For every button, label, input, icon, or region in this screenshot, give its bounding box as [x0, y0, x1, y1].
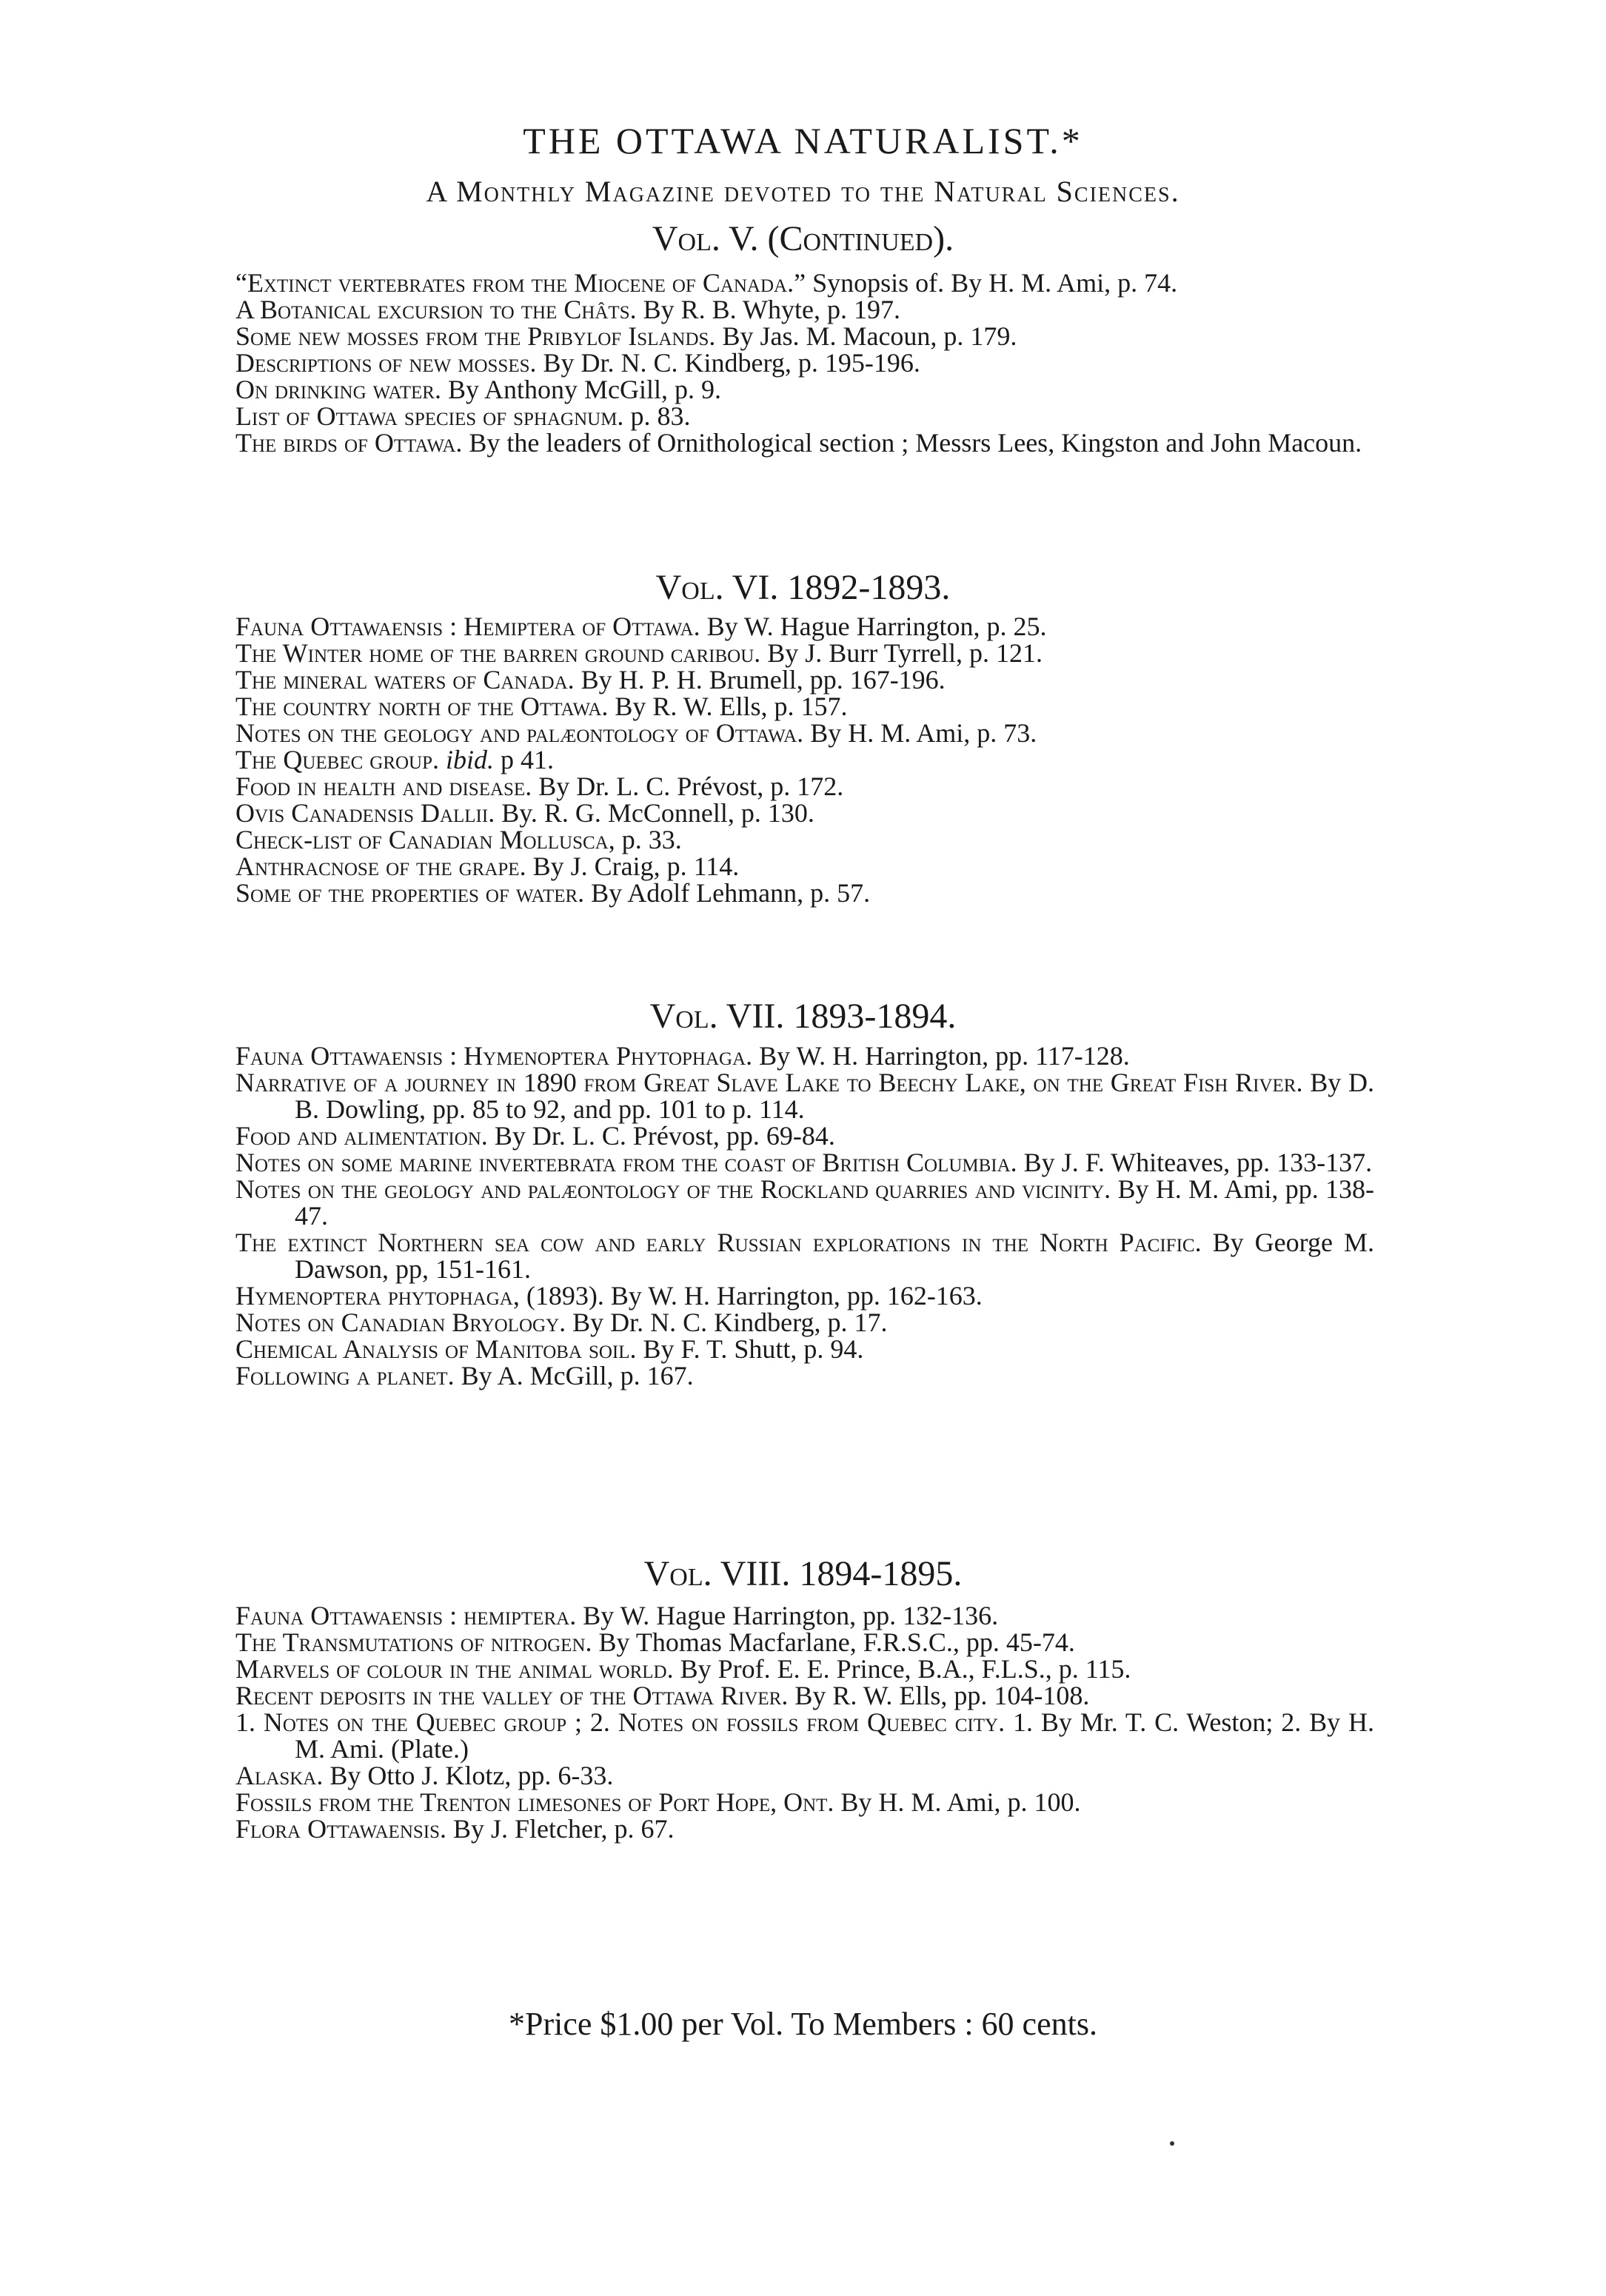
volume-entries [235, 270, 1374, 456]
entry-details: By Dr. N. C. Kindberg, p. 17. [566, 1308, 888, 1337]
entry-details: By D. B. Dowling, pp. 85 to 92, and pp. 101 to p. 114. [295, 1068, 1374, 1124]
entry-title: The birds of Ottawa. [235, 428, 463, 458]
entry-details: By W. Hague Harrington, pp. 132-136. [576, 1601, 999, 1630]
entry-details: By H. M. Ami, p. 73. [803, 718, 1037, 748]
index-entry [235, 666, 1374, 693]
index-entry [235, 1309, 1374, 1336]
index-entry [235, 853, 1374, 880]
entry-title: Notes on some marine invertebrata from the coast of British Columbia. [235, 1148, 1017, 1177]
index-entry [235, 1629, 1374, 1656]
entry-title: “Extinct vertebrates from the Miocene of Canada.” [235, 268, 806, 298]
entry-title: Notes on the geology and palæontology of the Rockland quarries and vicinity. [235, 1174, 1111, 1204]
entry-details: By Dr. L. C. Prévost, p. 172. [532, 772, 844, 801]
entry-details: By Adolf Lehmann, p. 57. [584, 878, 871, 908]
entry-details: By W. H. Harrington, pp. 117-128. [752, 1041, 1130, 1071]
index-entry [235, 746, 1374, 773]
index-entry [235, 403, 1374, 429]
entry-details [439, 745, 446, 774]
entry-title: Fauna Ottawaensis : Hymenoptera Phytophaga. [235, 1041, 753, 1071]
index-entry [235, 1789, 1374, 1815]
entry-title: Hymenoptera phytophaga, (1893). [235, 1281, 604, 1311]
index-entry [235, 693, 1374, 720]
entry-details: By F. T. Shutt, p. 94. [636, 1334, 864, 1364]
index-entry [235, 613, 1374, 640]
index-entry [235, 429, 1374, 456]
index-entry [235, 376, 1374, 403]
entry-title: Flora Ottawaensis. [235, 1814, 447, 1844]
entry-details: By R. W. Ells, pp. 104-108. [788, 1681, 1090, 1710]
entry-title: Notes on Canadian Bryology. [235, 1308, 566, 1337]
entry-details: By J. Craig, p. 114. [526, 851, 740, 881]
entry-details: By H. M. Ami, p. 100. [834, 1787, 1081, 1817]
entry-details: By Thomas Macfarlane, F.R.S.C., pp. 45-74. [592, 1627, 1075, 1657]
index-entry [235, 1682, 1374, 1709]
entry-details: By H. M. Ami, pp. 138-47. [295, 1174, 1374, 1231]
index-entry [235, 1122, 1374, 1149]
index-entry [235, 1762, 1374, 1789]
volume-heading: Vol. VII. 1893-1894. [649, 997, 957, 1036]
volume-heading: Vol. V. (Continued). [652, 219, 954, 258]
stray-mark [1170, 2141, 1174, 2146]
entry-title: Food in health and disease. [235, 772, 532, 801]
volume-heading: Vol. VI. 1892-1893. [655, 568, 951, 607]
volume-entries [235, 1602, 1374, 1842]
entry-italic: ibid. [446, 745, 495, 774]
entry-title: Marvels of colour in the animal world. [235, 1654, 674, 1684]
entry-title: Fauna Ottawaensis : Hemiptera of Ottawa. [235, 612, 700, 641]
entry-details: By Otto J. Klotz, pp. 6-33. [323, 1761, 614, 1790]
entry-details: By J. Burr Tyrrell, p. 121. [760, 638, 1043, 668]
index-entry [235, 1042, 1374, 1069]
entry-title: Anthracnose of the grape. [235, 851, 526, 881]
entry-title: The Quebec group. [235, 745, 440, 774]
entry-details: By the leaders of Ornithological section ; Messrs Lees, Kingston and John Macoun. [462, 428, 1362, 458]
index-entry [235, 1336, 1374, 1362]
entry-details: By R. B. Whyte, p. 197. [636, 295, 900, 324]
index-entry [235, 349, 1374, 376]
index-entry [235, 720, 1374, 746]
index-entry [235, 1362, 1374, 1389]
entry-title: The Transmutations of nitrogen. [235, 1627, 592, 1657]
entry-details: 1. By Mr. T. C. Weston; 2. By H. M. Ami. (Plate.) [295, 1707, 1374, 1764]
entry-details: Synopsis of. By H. M. Ami, p. 74. [806, 268, 1178, 298]
entry-details: By J. F. Whiteaves, pp. 133-137. [1017, 1148, 1373, 1177]
index-entry [235, 800, 1374, 826]
index-entry [235, 1149, 1374, 1176]
entry-title: Check-list of Canadian Mollusca, [235, 825, 615, 854]
entry-title: Some new mosses from the Pribylof Islands. [235, 321, 716, 351]
entry-title: Notes on the geology and palæontology of Ottawa. [235, 718, 804, 748]
entry-details: By Dr. N. C. Kindberg, p. 195-196. [536, 348, 920, 378]
entry-title: Alaska. [235, 1761, 324, 1790]
entry-details: By. R. G. McConnell, p. 130. [495, 798, 814, 828]
entry-title: 1. Notes on the Quebec group ; 2. Notes on fossils from Quebec city. [235, 1707, 1006, 1737]
entry-details: p. 83. [623, 401, 691, 431]
entry-title: On drinking water. [235, 375, 441, 404]
volume-entries [235, 613, 1374, 906]
page-subtitle: A Monthly Magazine devoted to the Natural Sciences. [426, 175, 1180, 208]
entry-title: The extinct Northern sea cow and early Russian explorations in the North Pacific. [235, 1228, 1202, 1257]
index-entry [235, 1602, 1374, 1629]
entry-details: By W. H. Harrington, pp. 162-163. [603, 1281, 983, 1311]
entry-details: By H. P. H. Brumell, pp. 167-196. [574, 665, 946, 695]
entry-details: By J. Fletcher, p. 67. [446, 1814, 675, 1844]
entry-details: By A. McGill, p. 167. [454, 1361, 694, 1390]
entry-title: Fossils from the Trenton limesones of Port Hope, Ont. [235, 1787, 834, 1817]
entry-title: A Botanical excursion to the Châts. [235, 295, 637, 324]
entry-title: Food and alimentation. [235, 1121, 488, 1151]
index-entry [235, 1815, 1374, 1842]
price-note: *Price $1.00 per Vol. To Members : 60 cents. [509, 2006, 1097, 2042]
entry-title: Ovis Canadensis Dallii. [235, 798, 495, 828]
page-title: THE OTTAWA NATURALIST.* [523, 120, 1083, 161]
entry-title: Fauna Ottawaensis : hemiptera. [235, 1601, 577, 1630]
index-entry [235, 773, 1374, 800]
index-entry [235, 1069, 1374, 1122]
index-entry [235, 296, 1374, 323]
index-entry [235, 1282, 1374, 1309]
index-entry [235, 1176, 1374, 1229]
entry-details: By Prof. E. E. Prince, B.A., F.L.S., p. 115. [673, 1654, 1131, 1684]
entry-details: By Dr. L. C. Prévost, pp. 69-84. [487, 1121, 835, 1151]
volume-heading: Vol. VIII. 1894-1895. [643, 1554, 963, 1593]
index-entry [235, 1709, 1374, 1762]
index-entry [235, 1656, 1374, 1682]
entry-details: By George M. Dawson, pp, 151-161. [295, 1228, 1374, 1284]
entry-title: Recent deposits in the valley of the Ottawa River. [235, 1681, 789, 1710]
index-entry [235, 826, 1374, 853]
entry-details: By Anthony McGill, p. 9. [441, 375, 722, 404]
index-entry [235, 1229, 1374, 1282]
index-entry [235, 640, 1374, 666]
entry-title: Following a planet. [235, 1361, 455, 1390]
entry-details: p 41. [494, 745, 555, 774]
entry-title: Descriptions of new mosses. [235, 348, 537, 378]
entry-details: By W. Hague Harrington, p. 25. [700, 612, 1047, 641]
entry-details: p. 33. [615, 825, 682, 854]
entry-title: The country north of the Ottawa. [235, 692, 609, 721]
entry-details: By Jas. M. Macoun, p. 179. [715, 321, 1017, 351]
index-entry [235, 880, 1374, 906]
entry-title: Chemical Analysis of Manitoba soil. [235, 1334, 637, 1364]
entry-title: The mineral waters of Canada. [235, 665, 575, 695]
entry-title: Some of the properties of water. [235, 878, 585, 908]
entry-details: By R. W. Ells, p. 157. [608, 692, 848, 721]
entry-title: List of Ottawa species of sphagnum. [235, 401, 624, 431]
entry-title: The Winter home of the barren ground caribou. [235, 638, 761, 668]
volume-entries [235, 1042, 1374, 1389]
entry-title: Narrative of a journey in 1890 from Great Slave Lake to Beechy Lake, on the Great Fish River. [235, 1068, 1303, 1097]
index-entry [235, 323, 1374, 349]
index-entry [235, 270, 1374, 296]
